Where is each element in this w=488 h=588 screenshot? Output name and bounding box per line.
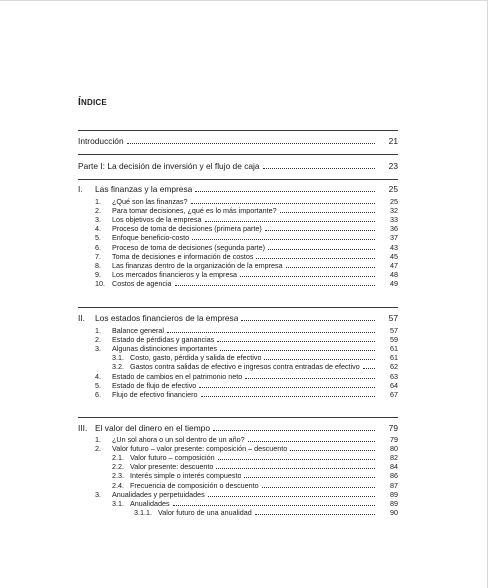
entry-label: Las finanzas dentro de la organización de la empresa [112, 260, 283, 270]
entry-number: 2.2. [112, 462, 124, 472]
toc-entry[interactable] [78, 490, 398, 499]
entry-number: 6. [95, 242, 101, 252]
entry-page: 67 [390, 389, 398, 399]
toc-entry[interactable] [78, 471, 398, 480]
entry-number: 3.1. [112, 498, 124, 508]
dot-leader [173, 504, 375, 506]
entry-label: Enfoque beneficio-costo [112, 233, 190, 243]
entry-page: 43 [390, 242, 398, 252]
toc-entry[interactable] [78, 215, 398, 224]
entry-number: 3.1. [112, 353, 124, 363]
toc-chapter-1[interactable] [78, 185, 398, 194]
entry-number: 7. [95, 251, 101, 261]
entry-label: Valor presente: descuento [130, 462, 214, 472]
entry-page: 45 [390, 251, 398, 261]
entry-page: 48 [390, 269, 398, 279]
entry-label: Frecuencia de composición o descuento [130, 480, 259, 490]
toc-entry[interactable] [78, 243, 398, 252]
entry-page: 61 [390, 353, 398, 363]
divider [78, 130, 398, 131]
entry-number: 3.1.1. [134, 507, 152, 517]
entry-number: 2.4. [112, 480, 124, 490]
dot-leader [256, 257, 375, 259]
divider [78, 417, 398, 418]
entry-page: 37 [390, 233, 398, 243]
dot-leader [191, 202, 375, 204]
dot-leader [245, 377, 375, 379]
entry-label: Gastos contra salidas de efectivo e ingresos contra entradas de efectivo [130, 362, 360, 372]
entry-label: Costo, gasto, pérdida y salida de efectivo [130, 353, 262, 363]
entry-page: 64 [390, 380, 398, 390]
dot-leader [205, 220, 376, 222]
entry-number: 6. [95, 389, 101, 399]
toc-entry[interactable] [78, 453, 398, 462]
entry-label: Los objetivos de la empresa [112, 215, 202, 225]
entry-page: 84 [390, 462, 398, 472]
entry-page: 86 [390, 471, 398, 481]
toc-entry[interactable] [78, 197, 398, 206]
entry-page: 79 [390, 435, 398, 444]
dot-leader [208, 495, 375, 497]
toc-chapter-3[interactable] [78, 424, 398, 433]
chapter-title: Las finanzas y la empresa [95, 185, 193, 194]
dot-leader [195, 190, 375, 192]
toc-entry[interactable] [78, 224, 398, 233]
entry-label: Costos de agencia [112, 278, 172, 288]
dot-leader [213, 429, 375, 431]
toc-entry[interactable] [78, 261, 398, 270]
entry-page: 89 [390, 489, 398, 499]
dot-leader [216, 467, 375, 469]
chapter-title: El valor del dinero en el tiempo [95, 424, 210, 433]
entry-page: 33 [390, 215, 398, 225]
entry-number: 2. [95, 206, 101, 216]
entry-number: 2.3. [112, 471, 124, 481]
entry-number: 3. [95, 489, 101, 499]
dot-leader [264, 358, 375, 360]
entry-label: Anualidades y perpetuidades [112, 489, 205, 499]
entry-label: Estado de cambios en el patrimonio neto [112, 371, 243, 381]
toc-entry[interactable] [78, 381, 398, 390]
entry-number: 1. [95, 197, 101, 206]
chapter-number: I. [78, 184, 83, 194]
entry-number: 5. [95, 380, 101, 390]
page-border-top [0, 0, 488, 1]
dot-leader [167, 331, 375, 333]
toc-entry[interactable] [78, 372, 398, 381]
dot-leader [248, 440, 375, 442]
entry-page: 21 [388, 136, 398, 146]
entry-label: Introducción [78, 137, 124, 146]
divider [78, 179, 398, 180]
entry-number: 2. [95, 335, 101, 345]
entry-label: Los mercados financieros y la empresa [112, 269, 238, 279]
entry-label: Interés simple o interés compuesto [130, 471, 242, 481]
toc-entry[interactable] [78, 279, 398, 288]
toc-entry[interactable] [78, 390, 398, 399]
entry-label: ¿Un sol ahora o un sol dentro de un año? [112, 435, 245, 444]
dot-leader [280, 211, 375, 213]
entry-number: 3. [95, 344, 101, 354]
index-title [78, 97, 107, 108]
entry-number: 2. [95, 444, 101, 454]
entry-label: Toma de decisiones e información de costos [112, 251, 254, 261]
toc-entry[interactable] [78, 344, 398, 353]
entry-label: Estado de flujo de efectivo [112, 380, 197, 390]
entry-page: 61 [390, 344, 398, 354]
entry-label: Proceso de toma de decisiones (segunda parte) [112, 242, 266, 252]
toc-chapter-2[interactable] [78, 314, 398, 323]
entry-page: 49 [390, 278, 398, 288]
entry-page: 87 [390, 480, 398, 490]
entry-label: Proceso de toma de decisiones (primera parte) [112, 224, 262, 234]
entry-number: 1. [95, 326, 101, 335]
entry-label: ¿Qué son las finanzas? [112, 197, 188, 206]
index-title-initial: Í [78, 97, 81, 108]
entry-label: Anualidades [130, 498, 170, 508]
chapter-page: 25 [388, 184, 398, 194]
toc-entry[interactable] [78, 435, 398, 444]
entry-page: 89 [390, 498, 398, 508]
entry-label: Algunas distinciones importantes [112, 344, 218, 354]
entry-number: 4. [95, 224, 101, 234]
dot-leader [265, 229, 375, 231]
entry-page: 32 [390, 206, 398, 216]
entry-label: Valor futuro de una anualidad [158, 507, 252, 517]
toc-entry[interactable] [78, 335, 398, 344]
dot-leader [263, 167, 375, 169]
dot-leader [286, 266, 375, 268]
entry-label: Estado de pérdidas y ganancias [112, 335, 215, 345]
toc-entry-introduccion[interactable] [78, 137, 398, 146]
dot-leader [127, 142, 375, 144]
dot-leader [241, 319, 375, 321]
chapter-title: Los estados financieros de la empresa [95, 314, 239, 323]
toc-entry[interactable] [78, 362, 398, 371]
entry-page: 62 [390, 362, 398, 372]
entry-number: 8. [95, 260, 101, 270]
entry-page: 90 [390, 507, 398, 517]
dot-leader [363, 367, 375, 369]
dot-leader [220, 349, 375, 351]
dot-leader [217, 340, 375, 342]
toc-entry[interactable] [78, 353, 398, 362]
toc-entry[interactable] [78, 499, 398, 508]
dot-leader [218, 458, 375, 460]
entry-label: Balance general [112, 326, 164, 335]
toc-entry[interactable] [78, 270, 398, 279]
toc-entry[interactable] [78, 206, 398, 215]
divider [78, 307, 398, 308]
toc-entry[interactable] [78, 326, 398, 335]
chapter-number: II. [78, 313, 85, 323]
entry-label: Para tomar decisiones, ¿qué es lo más importante? [112, 206, 277, 216]
dot-leader [175, 284, 375, 286]
entry-number: 3.2. [112, 362, 124, 372]
entry-page: 47 [390, 260, 398, 270]
entry-page: 63 [390, 371, 398, 381]
entry-page: 57 [390, 326, 398, 335]
toc-entry[interactable] [78, 481, 398, 490]
chapter-page: 79 [388, 423, 398, 433]
entry-page: 36 [390, 224, 398, 234]
chapter-page: 57 [388, 313, 398, 323]
entry-page: 80 [390, 444, 398, 454]
toc-entry[interactable] [78, 252, 398, 261]
entry-number: 1. [95, 435, 101, 444]
entry-label: Parte I: La decisión de inversión y el flujo de caja [78, 162, 260, 171]
entry-number: 9. [95, 269, 101, 279]
entry-label: Flujo de efectivo financiero [112, 389, 198, 399]
entry-page: 82 [390, 453, 398, 463]
toc-entry[interactable] [78, 508, 398, 517]
dot-leader [262, 486, 375, 488]
toc-entry[interactable] [78, 444, 398, 453]
entry-label: Valor futuro – valor presente: composición – descuento [112, 444, 288, 454]
dot-leader [199, 386, 375, 388]
dot-leader [268, 248, 375, 250]
dot-leader [244, 476, 375, 478]
entry-number: 3. [95, 215, 101, 225]
toc-entry[interactable] [78, 462, 398, 471]
toc-entry-parte-1[interactable] [78, 162, 398, 171]
dot-leader [290, 449, 375, 451]
index-title-rest: NDICE [80, 98, 107, 107]
divider [78, 154, 398, 155]
dot-leader [240, 275, 375, 277]
entry-number: 2.1. [112, 453, 124, 463]
entry-number: 4. [95, 371, 101, 381]
dot-leader [255, 513, 375, 515]
entry-page: 23 [388, 161, 398, 171]
entry-page: 59 [390, 335, 398, 345]
entry-page: 25 [390, 197, 398, 206]
chapter-number: III. [78, 423, 88, 433]
entry-number: 5. [95, 233, 101, 243]
dot-leader [201, 395, 376, 397]
entry-label: Valor futuro – composición [130, 453, 215, 463]
dot-leader [192, 238, 375, 240]
toc-entry[interactable] [78, 233, 398, 242]
entry-number: 10. [95, 278, 105, 288]
